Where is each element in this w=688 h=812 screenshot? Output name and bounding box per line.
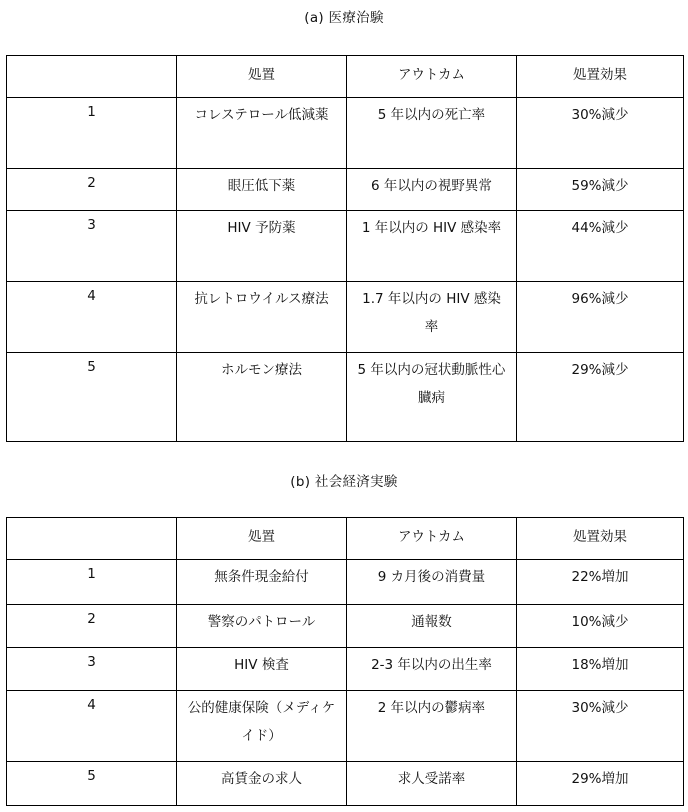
header-cell-effect: 処置効果 (517, 56, 684, 98)
row-number: 4 (7, 691, 177, 762)
outcome-cell: 1 年以内の HIV 感染率 (347, 211, 517, 282)
effect-cell: 29%増加 (517, 762, 684, 806)
effect-cell: 59%減少 (517, 169, 684, 211)
row-number: 3 (7, 211, 177, 282)
effect-cell: 30%減少 (517, 98, 684, 169)
outcome-cell: 求人受諾率 (347, 762, 517, 806)
treatment-cell: 無条件現金給付 (177, 560, 347, 605)
row-number: 1 (7, 98, 177, 169)
row-number: 3 (7, 648, 177, 691)
effect-cell: 44%減少 (517, 211, 684, 282)
effect-cell: 29%減少 (517, 353, 684, 442)
effect-cell: 18%増加 (517, 648, 684, 691)
treatment-cell: HIV 検査 (177, 648, 347, 691)
header-cell-index (7, 518, 177, 560)
outcome-cell: 6 年以内の視野異常 (347, 169, 517, 211)
table-row (7, 282, 684, 353)
table-b-caption: (b) 社会経済実験 (290, 474, 398, 490)
header-cell-outcome: アウトカム (347, 56, 517, 98)
table-row (7, 691, 684, 762)
effect-cell: 96%減少 (517, 282, 684, 353)
effect-cell: 22%増加 (517, 560, 684, 605)
treatment-cell: 警察のパトロール (177, 605, 347, 648)
row-number: 4 (7, 282, 177, 353)
treatment-cell: 公的健康保険（メディケイド） (177, 691, 347, 762)
header-cell-outcome: アウトカム (347, 518, 517, 560)
table-row (7, 98, 684, 169)
row-number: 2 (7, 605, 177, 648)
socioeconomic-experiments-table (6, 517, 684, 806)
treatment-cell: ホルモン療法 (177, 353, 347, 442)
treatment-cell: コレステロール低減薬 (177, 98, 347, 169)
treatment-cell: 眼圧低下薬 (177, 169, 347, 211)
header-cell-treatment: 処置 (177, 518, 347, 560)
outcome-cell: 2-3 年以内の出生率 (347, 648, 517, 691)
treatment-cell: 抗レトロウイルス療法 (177, 282, 347, 353)
table-row (7, 648, 684, 691)
table-row (7, 211, 684, 282)
outcome-cell: 5 年以内の死亡率 (347, 98, 517, 169)
effect-cell: 10%減少 (517, 605, 684, 648)
row-number: 5 (7, 353, 177, 442)
effect-cell: 30%減少 (517, 691, 684, 762)
row-number: 5 (7, 762, 177, 806)
outcome-cell: 通報数 (347, 605, 517, 648)
table-a-caption: (a) 医療治験 (304, 10, 384, 26)
table-row (7, 605, 684, 648)
table-row (7, 762, 684, 806)
header-cell-treatment: 処置 (177, 56, 347, 98)
outcome-cell: 9 カ月後の消費量 (347, 560, 517, 605)
treatment-cell: 高賃金の求人 (177, 762, 347, 806)
medical-trials-table (6, 55, 684, 442)
table-row (7, 560, 684, 605)
table-row (7, 353, 684, 442)
row-number: 2 (7, 169, 177, 211)
table-header-row (7, 518, 684, 560)
outcome-cell: 2 年以内の鬱病率 (347, 691, 517, 762)
treatment-cell: HIV 予防薬 (177, 211, 347, 282)
header-cell-effect: 処置効果 (517, 518, 684, 560)
header-cell-index (7, 56, 177, 98)
outcome-cell: 5 年以内の冠状動脈性心臓病 (347, 353, 517, 442)
outcome-cell: 1.7 年以内の HIV 感染率 (347, 282, 517, 353)
table-row (7, 169, 684, 211)
table-header-row (7, 56, 684, 98)
row-number: 1 (7, 560, 177, 605)
